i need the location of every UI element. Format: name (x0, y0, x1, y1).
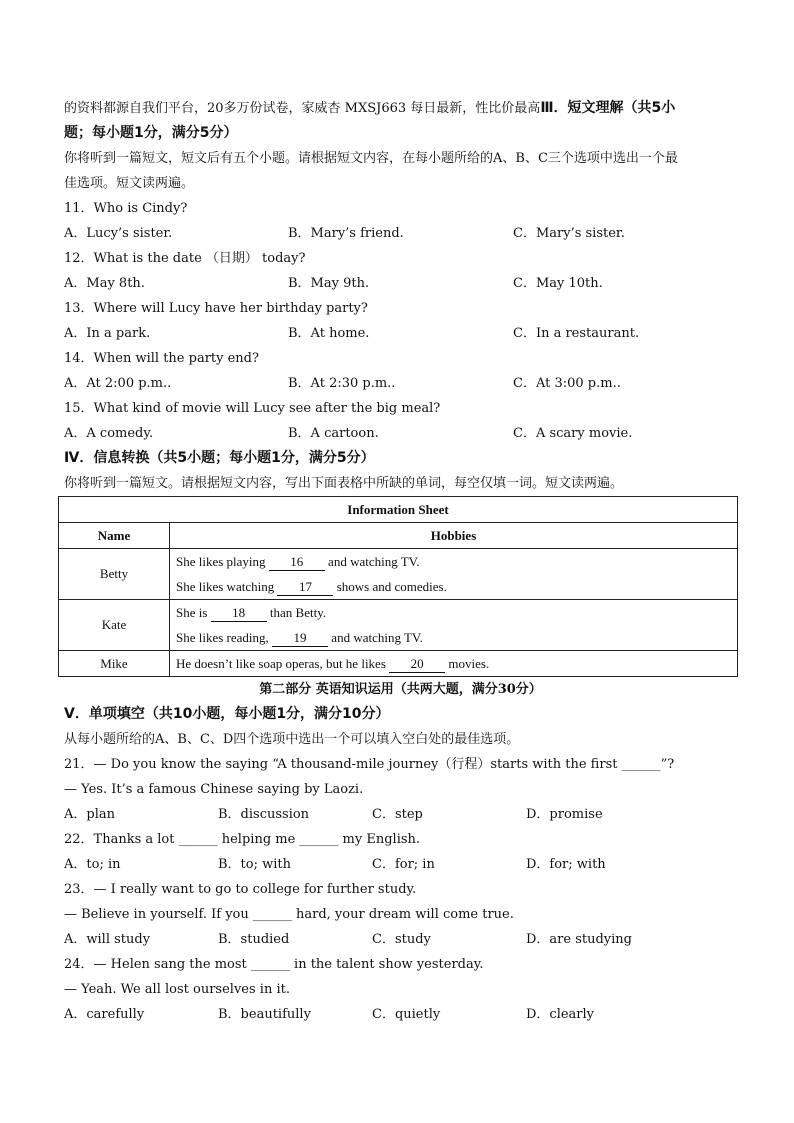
name-cell: Kate (59, 600, 170, 651)
option-a: A．May 8th. (64, 276, 145, 291)
hobby-text: shows and comedies. (336, 579, 447, 594)
option-c: C．study (372, 932, 431, 947)
option-b: B．At 2:30 p.m.. (288, 376, 396, 391)
question-14-options (64, 371, 737, 396)
name-cell: Mike (59, 651, 170, 677)
exam-page (64, 96, 737, 1027)
hobby-text: He doesn’t like soap operas, but he likes (176, 656, 386, 671)
hobby-line (176, 549, 731, 574)
hobbies-cell (170, 600, 738, 651)
option-c: C．step (372, 807, 423, 822)
option-b: B．to; with (218, 857, 291, 872)
hobbies-cell (170, 549, 738, 600)
question-22-options (64, 852, 737, 877)
option-c: C．quietly (372, 1007, 441, 1022)
hobby-text: than Betty. (269, 605, 327, 620)
section-V-instructions: 从每小题所给的A、B、C、D四个选项中选出一个可以填入空白处的最佳选项。 (64, 732, 520, 747)
blank-19: 19 (272, 630, 328, 647)
question-12-options (64, 271, 737, 296)
question-23: 23．— I really want to go to college for further study. (64, 882, 417, 897)
table-row (59, 549, 738, 600)
table-row (59, 600, 738, 651)
blank-20: 20 (389, 656, 445, 673)
option-a: A．to; in (64, 857, 121, 872)
option-b: B．At home. (288, 326, 370, 341)
question-22: 22．Thanks a lot ______ helping me ______ my English. (64, 832, 421, 847)
option-a: A．will study (64, 932, 151, 947)
question-23-reply: — Believe in yourself. If you ______ hard, your dream will come true. (64, 907, 514, 922)
hobbies-cell (170, 651, 738, 677)
question-15-options (64, 421, 737, 446)
hobby-text: She likes playing (176, 554, 266, 569)
hobby-text: She likes watching (176, 579, 275, 594)
question-11-options (64, 221, 737, 246)
hobby-text: and watching TV. (328, 554, 420, 569)
question-15: 15．What kind of movie will Lucy see after the big meal? (64, 401, 441, 416)
option-a: A．carefully (64, 1007, 145, 1022)
column-header-hobbies: Hobbies (170, 523, 738, 549)
hobby-text: She likes reading, (176, 630, 269, 645)
option-c: C．At 3:00 p.m.. (513, 376, 621, 391)
option-d: D．are studying (526, 932, 632, 947)
option-a: A．Lucy’s sister. (64, 226, 173, 241)
question-24-reply: — Yeah. We all lost ourselves in it. (64, 982, 290, 997)
option-a: A．A comedy. (64, 426, 154, 441)
blank-18: 18 (211, 605, 267, 622)
option-c: C．Mary’s sister. (513, 226, 625, 241)
hobby-text: She is (176, 605, 208, 620)
source-watermark-text: 的资料都源自我们平台，20多万份试卷，家威杏 MXSJ663 每日最新，性比价最高 (64, 101, 541, 116)
option-b: B．May 9th. (288, 276, 370, 291)
question-24: 24．— Helen sang the most ______ in the talent show yesterday. (64, 957, 484, 972)
column-header-name: Name (59, 523, 170, 549)
option-d: D．for; with (526, 857, 606, 872)
hobby-text: movies. (448, 656, 490, 671)
part-two-title: 第二部分 英语知识运用（共两大题，满分30分） (259, 682, 542, 697)
question-23-options (64, 927, 737, 952)
option-a: A．At 2:00 p.m.. (64, 376, 172, 391)
option-c: C．In a restaurant. (513, 326, 640, 341)
question-14: 14．When will the party end? (64, 351, 259, 366)
option-d: D．promise (526, 807, 603, 822)
table-title: Information Sheet (59, 497, 738, 523)
option-b: B．beautifully (218, 1007, 311, 1022)
section-III-title-cont: 题；每小题1分，满分5分） (64, 125, 238, 141)
section-III-title: Ⅲ．短文理解（共5小 (540, 100, 676, 116)
blank-16: 16 (269, 554, 325, 571)
option-d: D．clearly (526, 1007, 595, 1022)
question-11: 11．Who is Cindy? (64, 201, 188, 216)
section-IV-title: Ⅳ．信息转换（共5小题；每小题1分，满分5分） (64, 450, 375, 466)
question-21-reply: — Yes. It’s a famous Chinese saying by Laozi. (64, 782, 364, 797)
option-c: C．A scary movie. (513, 426, 633, 441)
hobby-line (176, 651, 731, 676)
header-line (64, 96, 737, 121)
option-c: C．May 10th. (513, 276, 603, 291)
option-a: A．In a park. (64, 326, 151, 341)
question-12: 12．What is the date （日期） today? (64, 251, 306, 266)
table-row (59, 651, 738, 677)
option-c: C．for; in (372, 857, 435, 872)
section-III-instructions-2: 佳选项。短文读两遍。 (64, 176, 195, 191)
option-b: B．Mary’s friend. (288, 226, 404, 241)
hobby-text: and watching TV. (331, 630, 423, 645)
blank-17: 17 (277, 579, 333, 596)
information-sheet-table (58, 496, 738, 677)
question-13: 13．Where will Lucy have her birthday party? (64, 301, 368, 316)
name-cell: Betty (59, 549, 170, 600)
section-V-title: Ⅴ．单项填空（共10小题，每小题1分，满分10分） (64, 706, 390, 722)
hobby-line (176, 625, 731, 650)
question-21: 21．— Do you know the saying “A thousand-mile journey（行程）starts with the first ______”? (64, 757, 675, 772)
option-b: B．studied (218, 932, 290, 947)
question-24-options (64, 1002, 737, 1027)
hobby-line (176, 600, 731, 625)
option-b: B．discussion (218, 807, 310, 822)
question-21-options (64, 802, 737, 827)
option-b: B．A cartoon. (288, 426, 379, 441)
section-IV-instructions: 你将听到一篇短文。请根据短文内容，写出下面表格中所缺的单词，每空仅填一词。短文读两遍。 (64, 476, 624, 491)
section-III-instructions-1: 你将听到一篇短文，短文后有五个小题。请根据短文内容，在每小题所给的A、B、C三个选项中选出一个最 (64, 151, 678, 166)
hobby-line (176, 574, 731, 599)
option-a: A．plan (64, 807, 115, 822)
question-13-options (64, 321, 737, 346)
